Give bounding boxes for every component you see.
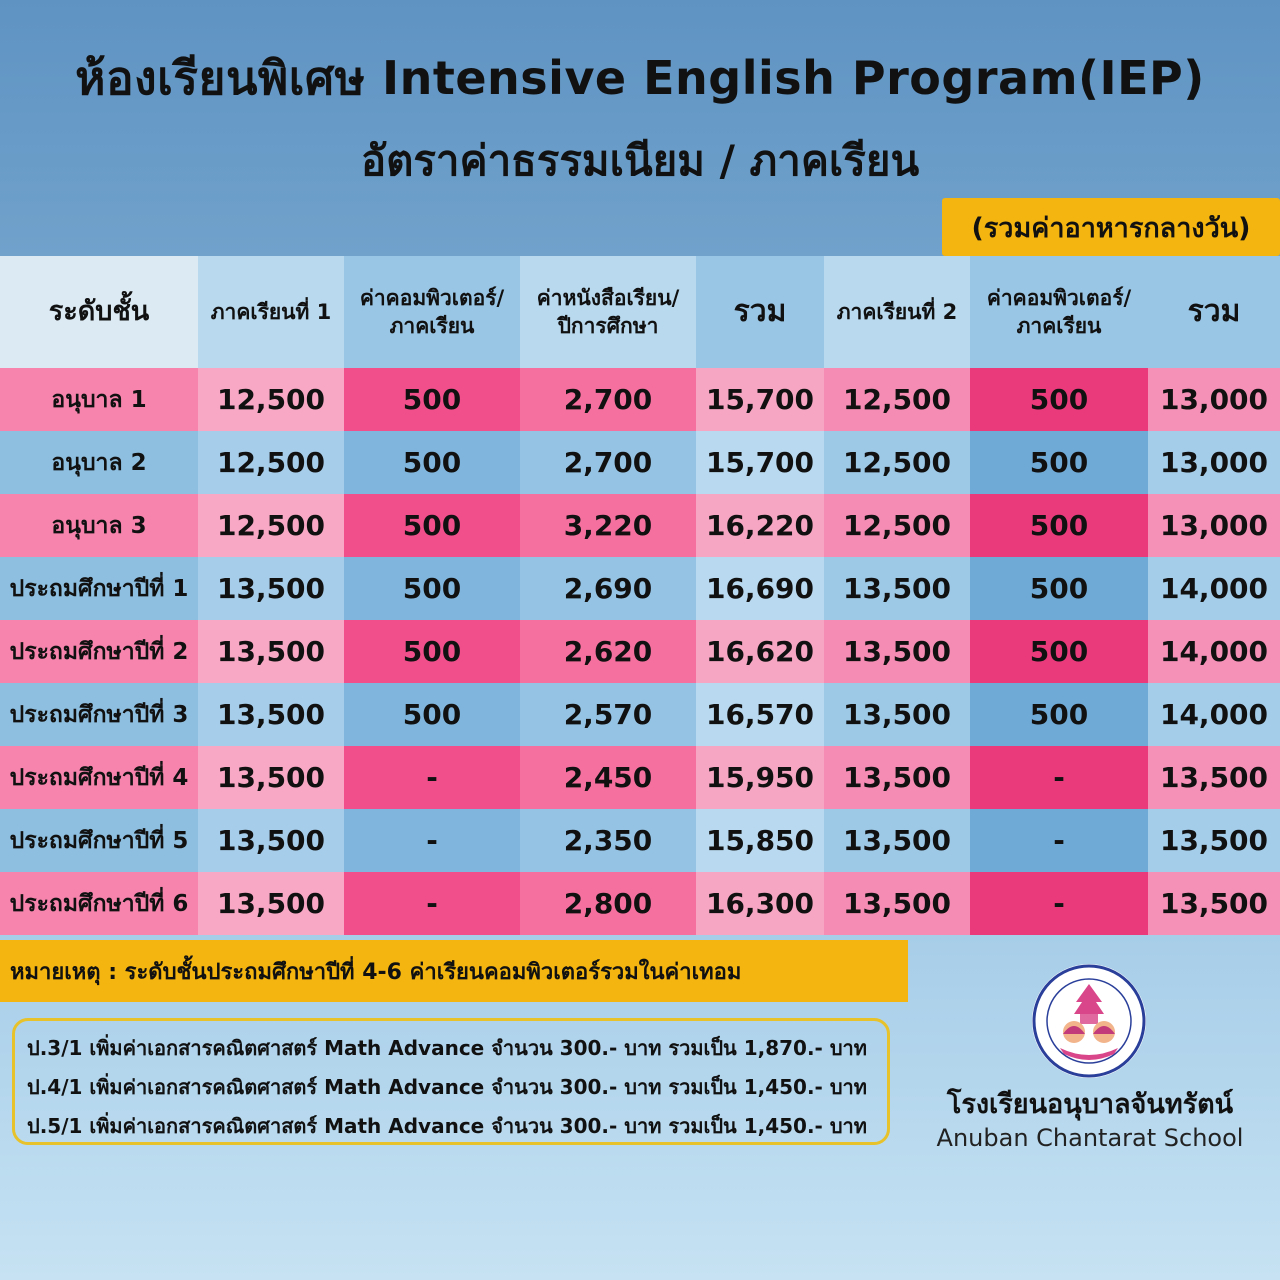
cell-total-term2: 14,000 <box>1148 557 1280 620</box>
school-name-en: Anuban Chantarat School <box>936 1124 1244 1152</box>
cell-term2: 13,500 <box>824 746 970 809</box>
cell-term2: 12,500 <box>824 494 970 557</box>
fee-table <box>0 256 1280 935</box>
cell-computer-fee-term2: 500 <box>970 368 1148 431</box>
cell-total-term1: 15,700 <box>696 431 824 494</box>
cell-total-term1: 15,950 <box>696 746 824 809</box>
cell-computer-fee-term1: 500 <box>344 683 520 746</box>
cell-term1: 13,500 <box>198 683 344 746</box>
cell-computer-fee-term1: 500 <box>344 620 520 683</box>
cell-book-fee: 2,570 <box>520 683 696 746</box>
cell-book-fee: 2,620 <box>520 620 696 683</box>
cell-term2: 13,500 <box>824 872 970 935</box>
table-row <box>0 557 1280 620</box>
math-advance-box <box>12 1018 890 1145</box>
cell-total-term2: 13,000 <box>1148 494 1280 557</box>
table-row <box>0 872 1280 935</box>
cell-book-fee: 2,690 <box>520 557 696 620</box>
cell-computer-fee-term2: 500 <box>970 557 1148 620</box>
table-row <box>0 746 1280 809</box>
cell-book-fee: 2,450 <box>520 746 696 809</box>
cell-total-term2: 13,000 <box>1148 431 1280 494</box>
cell-computer-fee-term2: 500 <box>970 494 1148 557</box>
cell-computer-fee-term1: - <box>344 872 520 935</box>
cell-total-term2: 13,000 <box>1148 368 1280 431</box>
cell-level: ประถมศึกษาปีที่ 5 <box>0 809 198 872</box>
cell-total-term1: 15,850 <box>696 809 824 872</box>
cell-level: ประถมศึกษาปีที่ 2 <box>0 620 198 683</box>
cell-term1: 13,500 <box>198 557 344 620</box>
cell-level: อนุบาล 2 <box>0 431 198 494</box>
cell-total-term1: 16,570 <box>696 683 824 746</box>
cell-computer-fee-term2: 500 <box>970 431 1148 494</box>
cell-total-term2: 13,500 <box>1148 872 1280 935</box>
math-advance-line: ป.4/1 เพิ่มค่าเอกสารคณิตศาสตร์ Math Advance จำนวน 300.- บาท รวมเป็น 1,450.- บาท <box>27 1075 867 1099</box>
cell-term1: 13,500 <box>198 809 344 872</box>
header-computer-fee-term2: ค่าคอมพิวเตอร์/ ภาคเรียน <box>970 256 1148 368</box>
cell-total-term1: 15,700 <box>696 368 824 431</box>
cell-book-fee: 2,800 <box>520 872 696 935</box>
header-term2: ภาคเรียนที่ 2 <box>824 256 970 368</box>
cell-total-term2: 13,500 <box>1148 746 1280 809</box>
cell-computer-fee-term2: - <box>970 746 1148 809</box>
header-level: ระดับชั้น <box>0 256 198 368</box>
cell-level: ประถมศึกษาปีที่ 6 <box>0 872 198 935</box>
table-row <box>0 809 1280 872</box>
cell-term1: 12,500 <box>198 431 344 494</box>
cell-term2: 12,500 <box>824 368 970 431</box>
cell-term1: 12,500 <box>198 494 344 557</box>
cell-book-fee: 2,350 <box>520 809 696 872</box>
school-seal-icon <box>1030 962 1148 1080</box>
cell-total-term1: 16,620 <box>696 620 824 683</box>
cell-book-fee: 3,220 <box>520 494 696 557</box>
school-name-th: โรงเรียนอนุบาลจันทรัตน์ <box>946 1089 1234 1120</box>
table-row <box>0 620 1280 683</box>
cell-term1: 13,500 <box>198 746 344 809</box>
cell-total-term2: 13,500 <box>1148 809 1280 872</box>
cell-computer-fee-term2: - <box>970 872 1148 935</box>
cell-term1: 12,500 <box>198 368 344 431</box>
header-total-term2: รวม <box>1148 256 1280 368</box>
page-subtitle: อัตราค่าธรรมเนียม / ภาคเรียน <box>360 136 920 185</box>
cell-computer-fee-term1: 500 <box>344 368 520 431</box>
cell-level: ประถมศึกษาปีที่ 1 <box>0 557 198 620</box>
header-term1: ภาคเรียนที่ 1 <box>198 256 344 368</box>
cell-total-term2: 14,000 <box>1148 683 1280 746</box>
math-advance-line: ป.5/1 เพิ่มค่าเอกสารคณิตศาสตร์ Math Advance จำนวน 300.- บาท รวมเป็น 1,450.- บาท <box>27 1114 867 1138</box>
cell-computer-fee-term2: 500 <box>970 620 1148 683</box>
cell-level: ประถมศึกษาปีที่ 3 <box>0 683 198 746</box>
cell-term2: 13,500 <box>824 683 970 746</box>
cell-total-term1: 16,690 <box>696 557 824 620</box>
cell-term2: 13,500 <box>824 557 970 620</box>
cell-term2: 13,500 <box>824 620 970 683</box>
math-advance-line: ป.3/1 เพิ่มค่าเอกสารคณิตศาสตร์ Math Advance จำนวน 300.- บาท รวมเป็น 1,870.- บาท <box>27 1036 867 1060</box>
cell-computer-fee-term1: 500 <box>344 431 520 494</box>
cell-computer-fee-term1: 500 <box>344 557 520 620</box>
page-title: ห้องเรียนพิเศษ Intensive English Program(IEP) <box>75 51 1205 105</box>
cell-computer-fee-term1: 500 <box>344 494 520 557</box>
cell-total-term1: 16,300 <box>696 872 824 935</box>
cell-total-term2: 14,000 <box>1148 620 1280 683</box>
cell-computer-fee-term2: - <box>970 809 1148 872</box>
cell-term1: 13,500 <box>198 872 344 935</box>
table-row <box>0 431 1280 494</box>
cell-computer-fee-term2: 500 <box>970 683 1148 746</box>
header-total-term1: รวม <box>696 256 824 368</box>
table-row <box>0 683 1280 746</box>
header-computer-fee-term1: ค่าคอมพิวเตอร์/ ภาคเรียน <box>344 256 520 368</box>
cell-computer-fee-term1: - <box>344 746 520 809</box>
table-row <box>0 368 1280 431</box>
cell-level: ประถมศึกษาปีที่ 4 <box>0 746 198 809</box>
cell-level: อนุบาล 1 <box>0 368 198 431</box>
cell-term1: 13,500 <box>198 620 344 683</box>
cell-term2: 12,500 <box>824 431 970 494</box>
cell-level: อนุบาล 3 <box>0 494 198 557</box>
cell-total-term1: 16,220 <box>696 494 824 557</box>
fee-table-header <box>0 256 1280 368</box>
table-row <box>0 494 1280 557</box>
cell-term2: 13,500 <box>824 809 970 872</box>
remark-bar: หมายเหตุ : ระดับชั้นประถมศึกษาปีที่ 4-6 ค่าเรียนคอมพิวเตอร์รวมในค่าเทอม <box>0 940 908 1002</box>
cell-book-fee: 2,700 <box>520 368 696 431</box>
cell-book-fee: 2,700 <box>520 431 696 494</box>
header-book-fee: ค่าหนังสือเรียน/ ปีการศึกษา <box>520 256 696 368</box>
lunch-included-badge: (รวมค่าอาหารกลางวัน) <box>942 198 1280 256</box>
cell-computer-fee-term1: - <box>344 809 520 872</box>
